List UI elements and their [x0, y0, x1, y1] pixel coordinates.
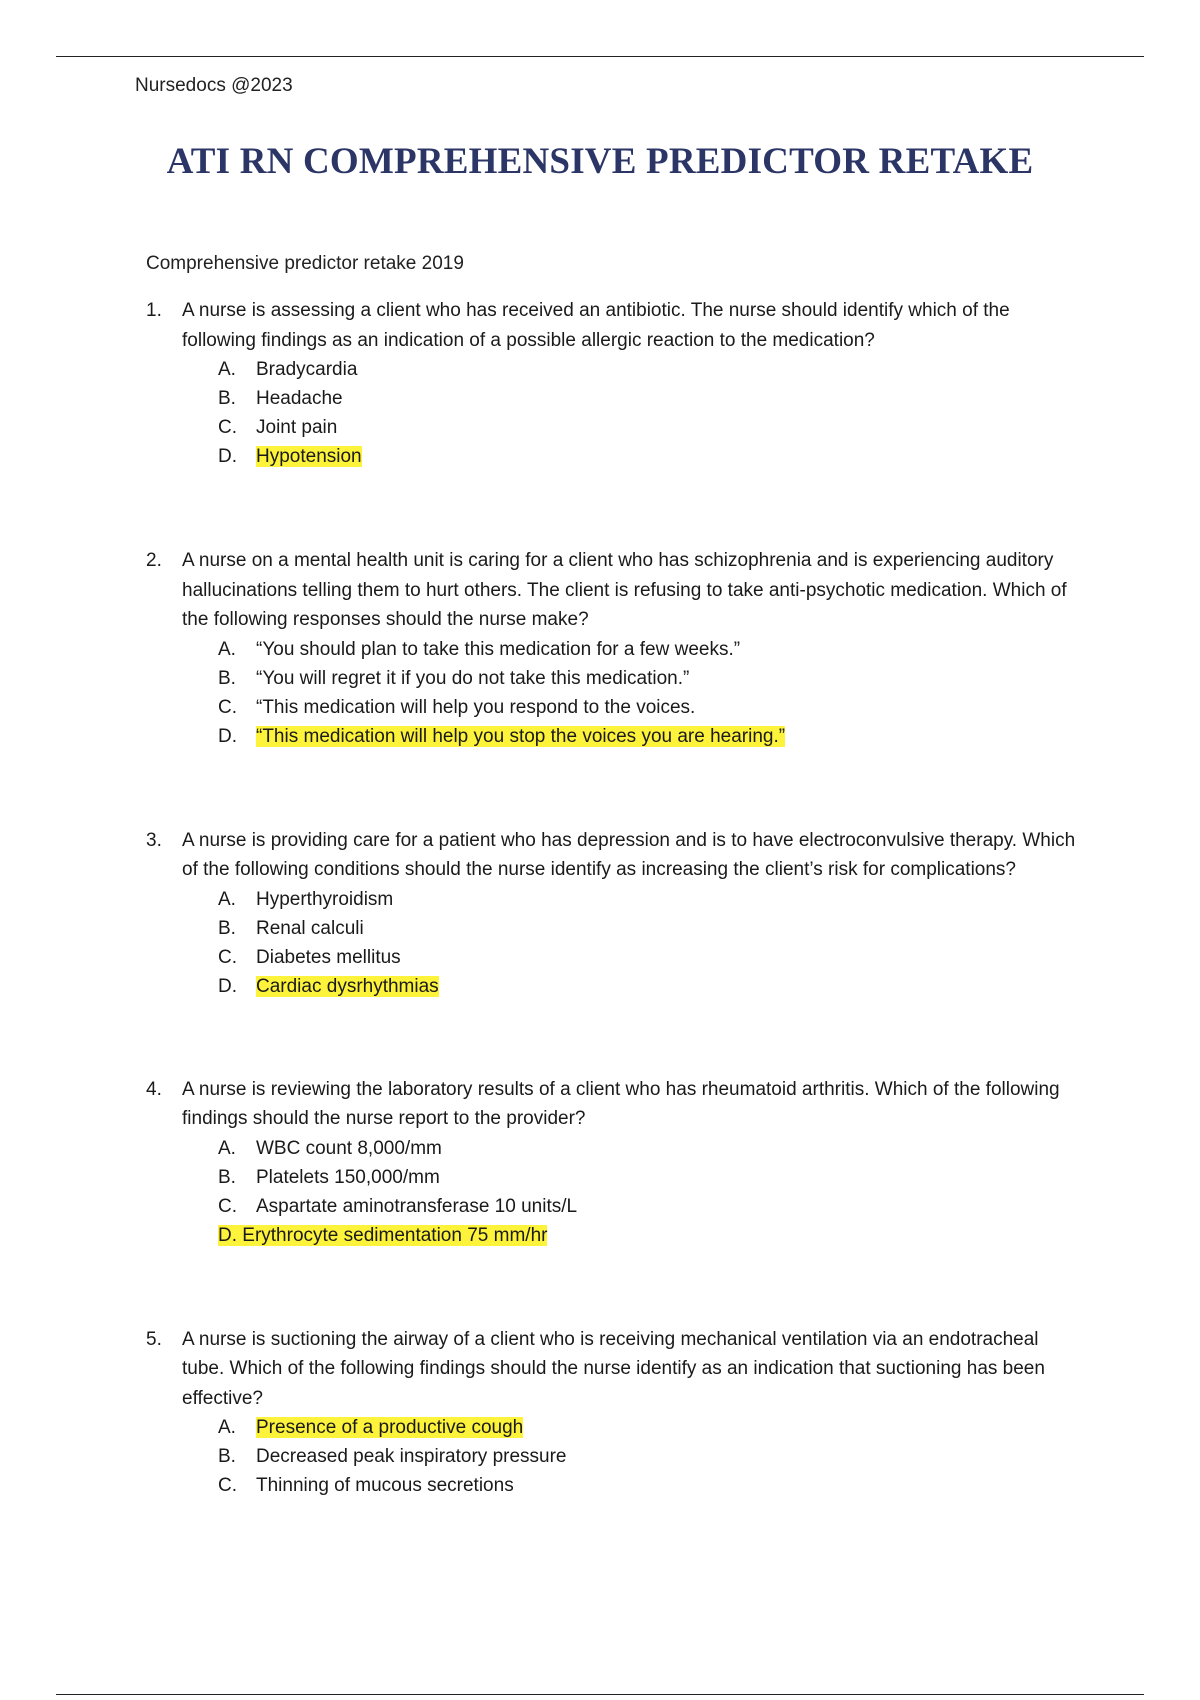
- option-letter: B.: [218, 1446, 236, 1467]
- option-b: [218, 1442, 1086, 1471]
- question-stem: A nurse is assessing a client who has received an antibiotic. The nurse should identify which of the following findings as an indication of a possible allergic reaction to the medication?: [182, 300, 1010, 351]
- option-c: [218, 943, 1086, 972]
- option-letter: C.: [218, 417, 237, 438]
- option-c: [218, 1471, 1086, 1500]
- option-text: “You should plan to take this medication for a few weeks.”: [256, 638, 741, 660]
- question-5: [146, 1325, 1086, 1501]
- option-b: [218, 914, 1086, 943]
- option-list: [182, 1413, 1086, 1500]
- option-c: [218, 693, 1086, 722]
- header-rule: [56, 56, 1144, 57]
- option-text: Platelets 150,000/mm: [256, 1166, 440, 1188]
- option-letter: D.: [218, 725, 237, 747]
- option-d-answer: [218, 722, 1086, 751]
- highlighted-answer: Hypotension: [256, 446, 362, 467]
- option-text: “This medication will help you respond to the voices.: [256, 696, 696, 718]
- question-stem: A nurse is providing care for a patient who has depression and is to have electroconvulsive therapy. Which of the following conditions should the nurse identify as increasing the client’s risk for complications?: [182, 829, 1076, 880]
- question-number: 1.: [146, 300, 162, 321]
- question-number: 5.: [146, 1328, 162, 1350]
- option-a: [218, 885, 1086, 914]
- option-text: Headache: [256, 388, 343, 409]
- option-letter: C.: [218, 1195, 237, 1217]
- question-stem: A nurse is reviewing the laboratory results of a client who has rheumatoid arthritis. Which of the following findings should the nurse report to the provider?: [182, 1078, 1060, 1129]
- option-text: Joint pain: [256, 417, 338, 438]
- option-letter: A.: [218, 888, 236, 910]
- option-text: Aspartate aminotransferase 10 units/L: [256, 1195, 578, 1217]
- question-2: [146, 546, 1086, 751]
- option-letter: C.: [218, 696, 237, 718]
- option-letter: D.: [218, 975, 237, 997]
- header-brand: Nursedocs @2023: [135, 75, 293, 96]
- option-letter: A.: [218, 1417, 236, 1438]
- option-d-answer: [218, 442, 1086, 471]
- option-list: [182, 885, 1086, 1001]
- option-letter: D.: [218, 446, 237, 467]
- option-d-answer: [218, 1221, 1086, 1250]
- option-text: Diabetes mellitus: [256, 946, 401, 968]
- option-list: [182, 1134, 1086, 1250]
- option-letter: B.: [218, 388, 236, 409]
- option-b: [218, 664, 1086, 693]
- document-title: ATI RN COMPREHENSIVE PREDICTOR RETAKE: [166, 141, 1034, 182]
- option-letter: C.: [218, 946, 237, 968]
- option-text: Hyperthyroidism: [256, 888, 394, 910]
- option-list: [182, 355, 1086, 471]
- document-subtitle: Comprehensive predictor retake 2019: [146, 253, 464, 274]
- question-stem: A nurse on a mental health unit is caring for a client who has schizophrenia and is experiencing auditory hallucinations telling them to hurt others. The client is refusing to take anti-psychotic medication. Which of the following responses should the nurse make?: [182, 550, 1067, 630]
- option-text: WBC count 8,000/mm: [256, 1137, 442, 1159]
- option-c: [218, 1192, 1086, 1221]
- question-list: [146, 296, 1086, 1500]
- option-b: [218, 1163, 1086, 1192]
- option-list: [182, 635, 1086, 751]
- highlighted-answer: “This medication will help you stop the voices you are hearing.”: [256, 725, 786, 747]
- highlighted-answer: Cardiac dysrhythmias: [256, 975, 439, 997]
- option-text: “You will regret it if you do not take this medication.”: [256, 667, 690, 689]
- question-number: 4.: [146, 1078, 162, 1100]
- question-4: [146, 1075, 1086, 1250]
- highlighted-answer: Presence of a productive cough: [256, 1417, 524, 1438]
- option-letter: B.: [218, 1166, 236, 1188]
- option-b: [218, 384, 1086, 413]
- option-text: Decreased peak inspiratory pressure: [256, 1446, 567, 1467]
- option-text: Renal calculi: [256, 917, 364, 939]
- question-number: 3.: [146, 829, 162, 851]
- option-letter: A.: [218, 359, 236, 380]
- option-letter: A.: [218, 638, 236, 660]
- question-number: 2.: [146, 550, 162, 571]
- option-letter: B.: [218, 667, 236, 689]
- highlighted-answer: D. Erythrocyte sedimentation 75 mm/hr: [218, 1224, 548, 1246]
- option-a-answer: [218, 1413, 1086, 1442]
- option-c: [218, 413, 1086, 442]
- option-text: Thinning of mucous secretions: [256, 1475, 514, 1496]
- option-text: Bradycardia: [256, 359, 358, 380]
- question-1: [146, 296, 1086, 471]
- option-letter: C.: [218, 1475, 237, 1496]
- question-stem: A nurse is suctioning the airway of a client who is receiving mechanical ventilation via an endotracheal tube. Which of the following findings should the nurse identify as an indication that suctioning has been effective?: [182, 1328, 1045, 1409]
- question-3: [146, 826, 1086, 1001]
- option-letter: B.: [218, 917, 236, 939]
- option-letter: A.: [218, 1137, 236, 1159]
- option-d-answer: [218, 972, 1086, 1001]
- option-a: [218, 1134, 1086, 1163]
- footer-rule: [56, 1694, 1144, 1695]
- option-a: [218, 355, 1086, 384]
- option-a: [218, 635, 1086, 664]
